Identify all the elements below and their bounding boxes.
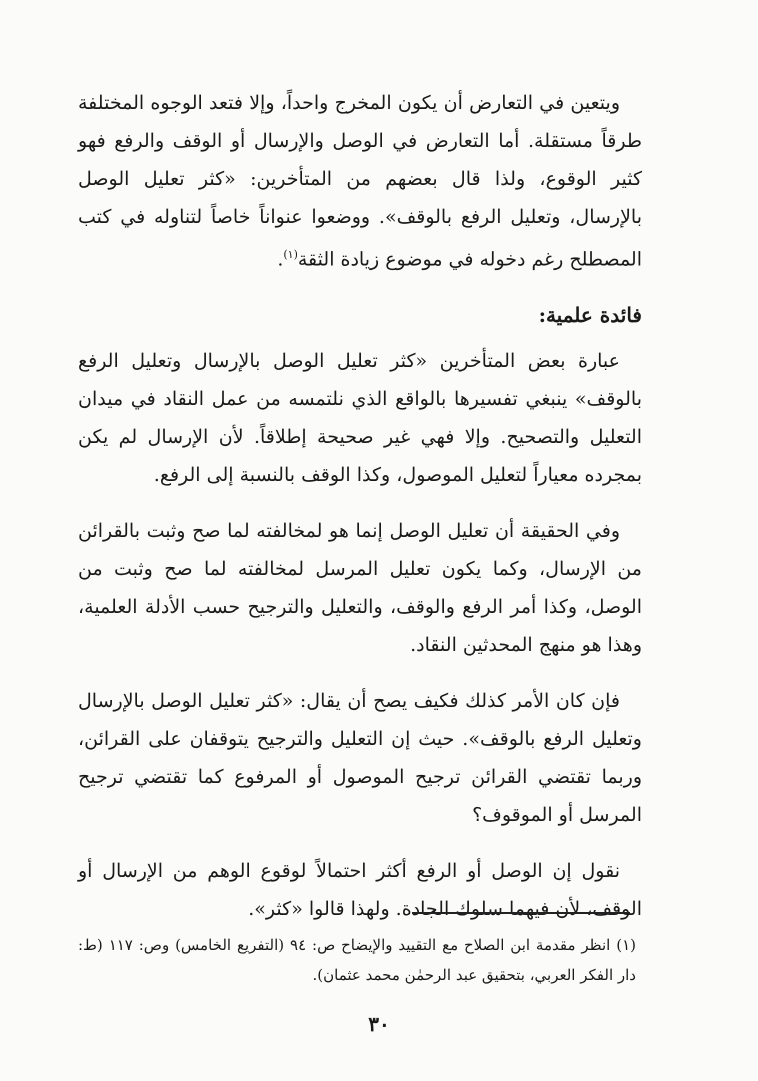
paragraph-1: [78, 84, 642, 278]
paragraph-2: عبارة بعض المتأخرين «كثر تعليل الوصل بالإرسال وتعليل الرفع بالوقف» ينبغي تفسيرها بالواقع الذي نلتمسه من عمل النقاد في ميدان التعليل والتصحيح. وإلا فهي غير صحيحة إطلاقاً. لأن الإرسال لم يكن بمجرده معياراً لتعليل الموصول، وكذا الوقف بالنسبة إلى الرفع.: [78, 350, 642, 487]
paragraph-3: وفي الحقيقة أن تعليل الوصل إنما هو لمخالفته لما صح وثبت بالقرائن من الإرسال، وكما يكون تعليل المرسل لمخالفته لما صح وثبت من الوصل، وكذا أمر الرفع والوقف، والتعليل والترجيح حسب الأدلة العلمية، وهذا هو منهج المحدثين النقاد.: [78, 520, 642, 657]
footnote-separator: [412, 912, 630, 914]
page-number: ٣٠: [368, 1012, 390, 1036]
section-heading: فائدة علمية:: [538, 303, 642, 328]
paragraph-4: فإن كان الأمر كذلك فكيف يصح أن يقال: «كثر تعليل الوصل بالإرسال وتعليل الرفع بالوقف». حيث إن التعليل والترجيح يتوقفان على القرائن، وربما تقتضي القرائن ترجيح الموصول أو المرفوع كما تقتضي ترجيح المرسل أو الموقوف؟: [78, 690, 642, 827]
footnote-reference: (١): [283, 248, 298, 261]
footnote: [78, 930, 636, 990]
paragraph-5: نقول إن الوصل أو الرفع أكثر احتمالاً لوقوع الوهم من الإرسال أو الوقف، لأن فيهما سلوك الجادة. ولهذا قالوا «كثر».: [78, 860, 642, 921]
main-text: [78, 84, 642, 946]
footnote-text: (١) انظر مقدمة ابن الصلاح مع التقييد والإيضاح ص: ٩٤ (التفريع الخامس) وص: ١١٧ (ط: دار الفكر العربي، بتحقيق عبد الرحمٰن محمد عثمان).: [78, 936, 636, 984]
paragraph-1-end: .: [277, 248, 284, 271]
paragraph-1-text: ويتعين في التعارض أن يكون المخرج واحداً، وإلا فتعد الوجوه المختلفة طرقاً مستقلة. أما التعارض في الوصل والإرسال أو الوقف والرفع فهو كثير الوقوع، ولذا قال بعضهم من المتأخرين: «كثر تعليل الوصل بالإرسال، وتعليل الرفع بالوقف». ووضعوا عنواناً خاصاً لتناوله في كتب المصطلح رغم دخوله في موضوع زيادة الثقة: [78, 92, 642, 271]
